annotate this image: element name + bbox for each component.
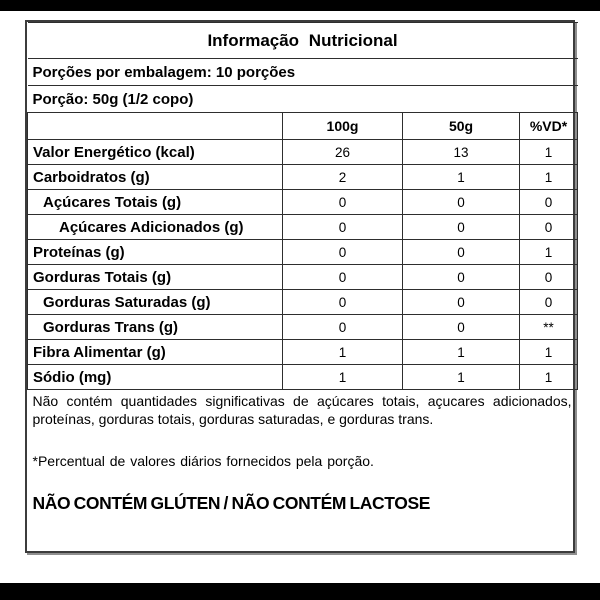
- value-per-50g: 0: [403, 215, 520, 240]
- value-per-100g: 0: [283, 240, 403, 265]
- value-per-50g: 1: [403, 340, 520, 365]
- value-per-100g: 0: [283, 290, 403, 315]
- value-vd: **: [520, 315, 578, 340]
- label-title: Informação Nutricional: [28, 23, 578, 59]
- label-title-row: [28, 23, 578, 59]
- gluten-lactose-claim: NÃO CONTÉM GLÚTEN / NÃO CONTÉM LACTOSE: [32, 492, 431, 513]
- nutrient-name: Açúcares Totais (g): [28, 190, 283, 215]
- nutrition-table: [27, 22, 578, 548]
- value-per-50g: 13: [403, 140, 520, 165]
- table-row: [28, 365, 578, 390]
- value-per-100g: 26: [283, 140, 403, 165]
- value-vd: 1: [520, 240, 578, 265]
- nutrient-name: Sódio (mg): [28, 365, 283, 390]
- nutrient-name: Gorduras Saturadas (g): [28, 290, 283, 315]
- serving-size-row: [28, 86, 578, 113]
- value-per-50g: 0: [403, 240, 520, 265]
- value-vd: 1: [520, 365, 578, 390]
- value-vd: 0: [520, 215, 578, 240]
- nutrient-rows: [28, 140, 578, 390]
- value-vd: 0: [520, 290, 578, 315]
- bottom-black-bar: [0, 583, 600, 600]
- nutrient-name: Carboidratos (g): [28, 165, 283, 190]
- footnotes-cell: [28, 390, 578, 548]
- value-per-50g: 1: [403, 365, 520, 390]
- value-per-100g: 2: [283, 165, 403, 190]
- footnotes-row: [28, 390, 578, 548]
- table-row: [28, 290, 578, 315]
- servings-per-package: Porções por embalagem: 10 porções: [28, 59, 578, 86]
- value-per-100g: 0: [283, 265, 403, 290]
- serving-size: Porção: 50g (1/2 copo): [28, 86, 578, 113]
- servings-per-package-row: [28, 59, 578, 86]
- value-per-100g: 1: [283, 365, 403, 390]
- table-row: [28, 165, 578, 190]
- table-row: [28, 240, 578, 265]
- nutrient-name: Gorduras Trans (g): [28, 315, 283, 340]
- value-vd: 1: [520, 140, 578, 165]
- value-vd: 0: [520, 190, 578, 215]
- table-row: [28, 340, 578, 365]
- top-black-bar: [0, 0, 600, 11]
- value-per-50g: 0: [403, 190, 520, 215]
- table-row: [28, 190, 578, 215]
- insignificant-amounts-note: Não contém quantidades significativas de açúcares totais, açucares adicionados, proteínas, gorduras totais, gorduras saturadas, e gorduras trans.: [32, 393, 572, 428]
- nutrition-label: [25, 20, 575, 553]
- value-per-50g: 1: [403, 165, 520, 190]
- value-vd: 0: [520, 265, 578, 290]
- column-header-nutrient: [28, 113, 283, 140]
- table-row: [28, 265, 578, 290]
- value-per-50g: 0: [403, 265, 520, 290]
- nutrient-name: Gorduras Totais (g): [28, 265, 283, 290]
- value-per-100g: 0: [283, 190, 403, 215]
- nutrient-name: Fibra Alimentar (g): [28, 340, 283, 365]
- table-row: [28, 140, 578, 165]
- value-per-50g: 0: [403, 315, 520, 340]
- table-row: [28, 315, 578, 340]
- column-header-row: [28, 113, 578, 140]
- daily-value-note: *Percentual de valores diários fornecidos pela porção.: [32, 453, 374, 470]
- value-per-100g: 1: [283, 340, 403, 365]
- value-vd: 1: [520, 340, 578, 365]
- nutrient-name: Valor Energético (kcal): [28, 140, 283, 165]
- value-vd: 1: [520, 165, 578, 190]
- table-row: [28, 215, 578, 240]
- column-header-50g: 50g: [403, 113, 520, 140]
- value-per-100g: 0: [283, 315, 403, 340]
- value-per-50g: 0: [403, 290, 520, 315]
- column-header-vd: %VD*: [520, 113, 578, 140]
- value-per-100g: 0: [283, 215, 403, 240]
- nutrient-name: Açúcares Adicionados (g): [28, 215, 283, 240]
- column-header-100g: 100g: [283, 113, 403, 140]
- nutrient-name: Proteínas (g): [28, 240, 283, 265]
